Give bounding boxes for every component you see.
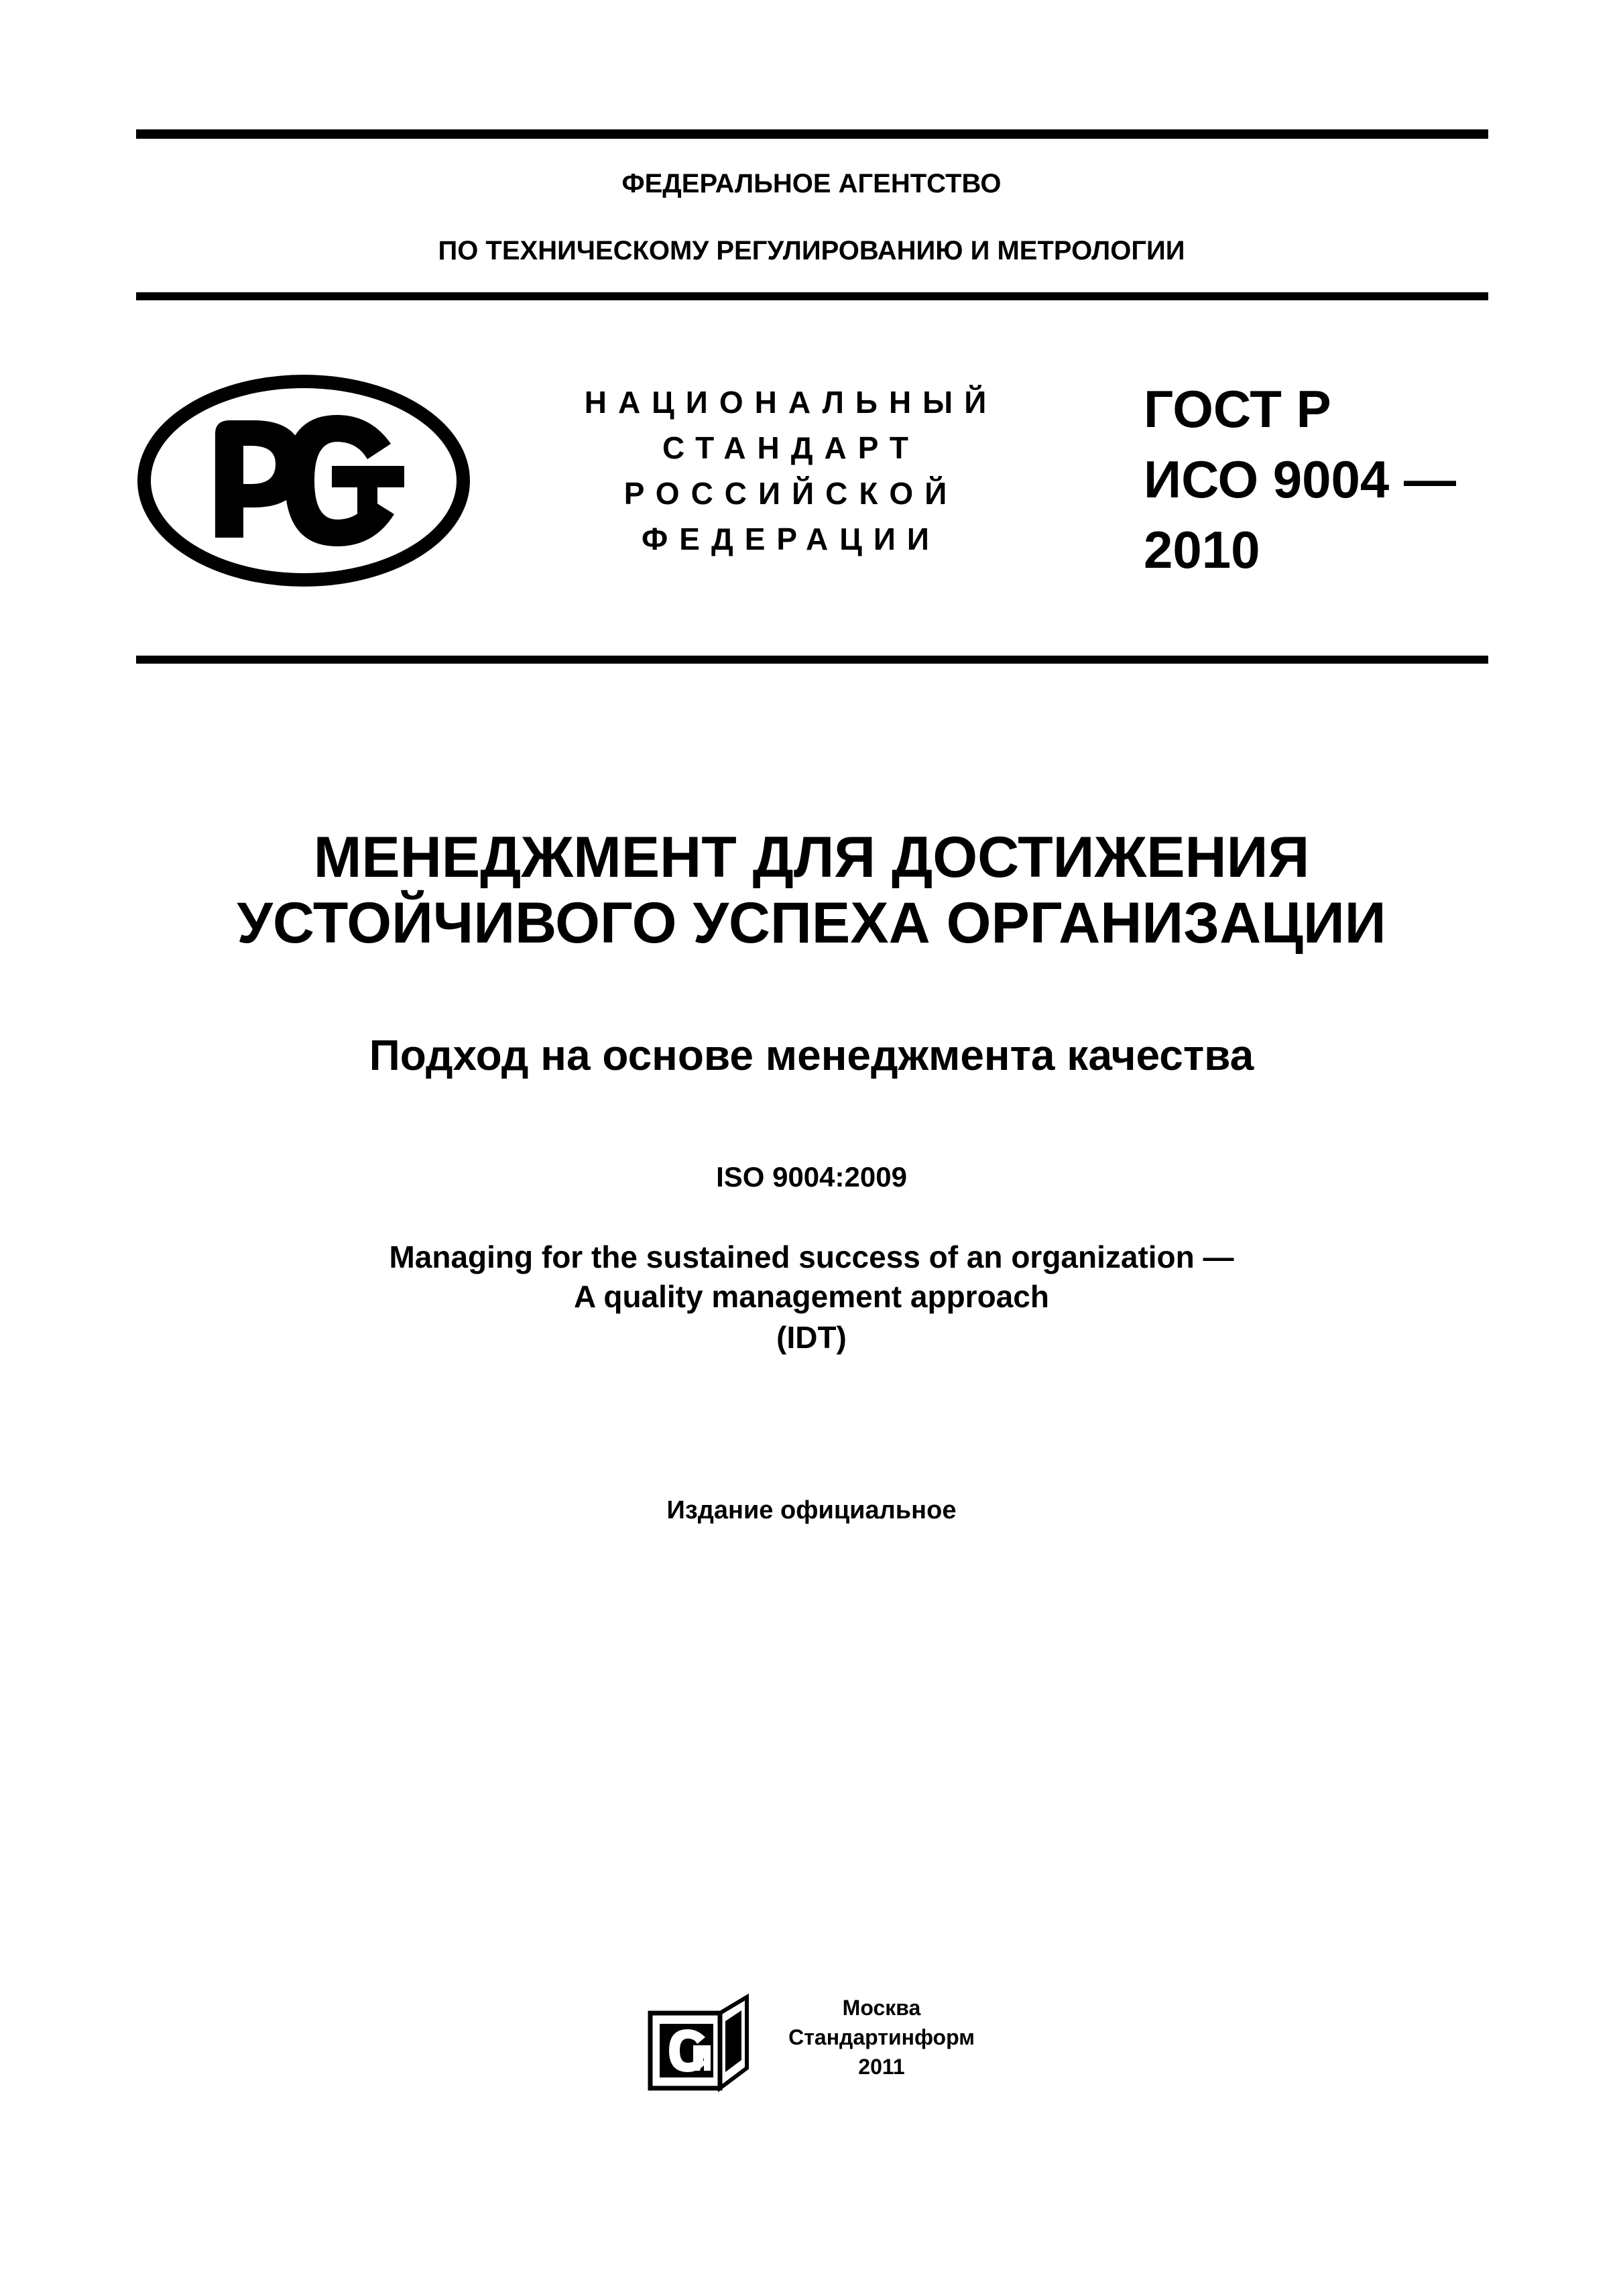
agency-line-1: ФЕДЕРАЛЬНОЕ АГЕНТСТВО [621,169,1002,198]
publisher-city: Москва [842,1996,921,2020]
english-title-line-3: (IDT) [776,1320,847,1355]
designation-line-1: ГОСТ Р [1144,379,1331,438]
designation-rule [136,656,1488,664]
designation-line-3: 2010 [1144,520,1260,579]
standard-type-line-1: НАЦИОНАЛЬНЫЙ [584,385,998,420]
english-title-line-1: Managing for the sustained success of an organization — [389,1240,1234,1274]
top-rule [136,129,1488,139]
standard-type-line-4: ФЕДЕРАЦИИ [642,522,941,556]
document-title-line-1: МЕНЕДЖМЕНТ ДЛЯ ДОСТИЖЕНИЯ [313,825,1310,890]
agency-line-2: ПО ТЕХНИЧЕСКОМУ РЕГУЛИРОВАНИЮ И МЕТРОЛОГИИ [438,236,1185,265]
header-rule [136,292,1488,300]
designation-line-2: ИСО 9004 — [1144,450,1456,509]
document-subtitle: Подход на основе менеджмента качества [369,1031,1254,1079]
rst-emblem-icon [136,373,471,588]
standard-designation [1144,374,1456,585]
english-title-line-2: A quality management approach [574,1279,1049,1314]
publisher-year: 2011 [858,2055,905,2079]
standard-type-line-2: СТАНДАРТ [662,430,920,465]
publisher-name: Стандартинформ [788,2025,975,2049]
edition-label: Издание официальное [666,1496,957,1524]
publisher-info [761,1993,1002,2081]
standard-type-block [556,379,1026,562]
document-title-line-2: УСТОЙЧИВОГО УСПЕХА ОРГАНИЗАЦИИ [237,891,1386,955]
standard-type-line-3: РОССИЙСКОЙ [623,476,959,511]
standartinform-logo-icon [646,1993,752,2094]
iso-reference: ISO 9004:2009 [716,1161,907,1193]
